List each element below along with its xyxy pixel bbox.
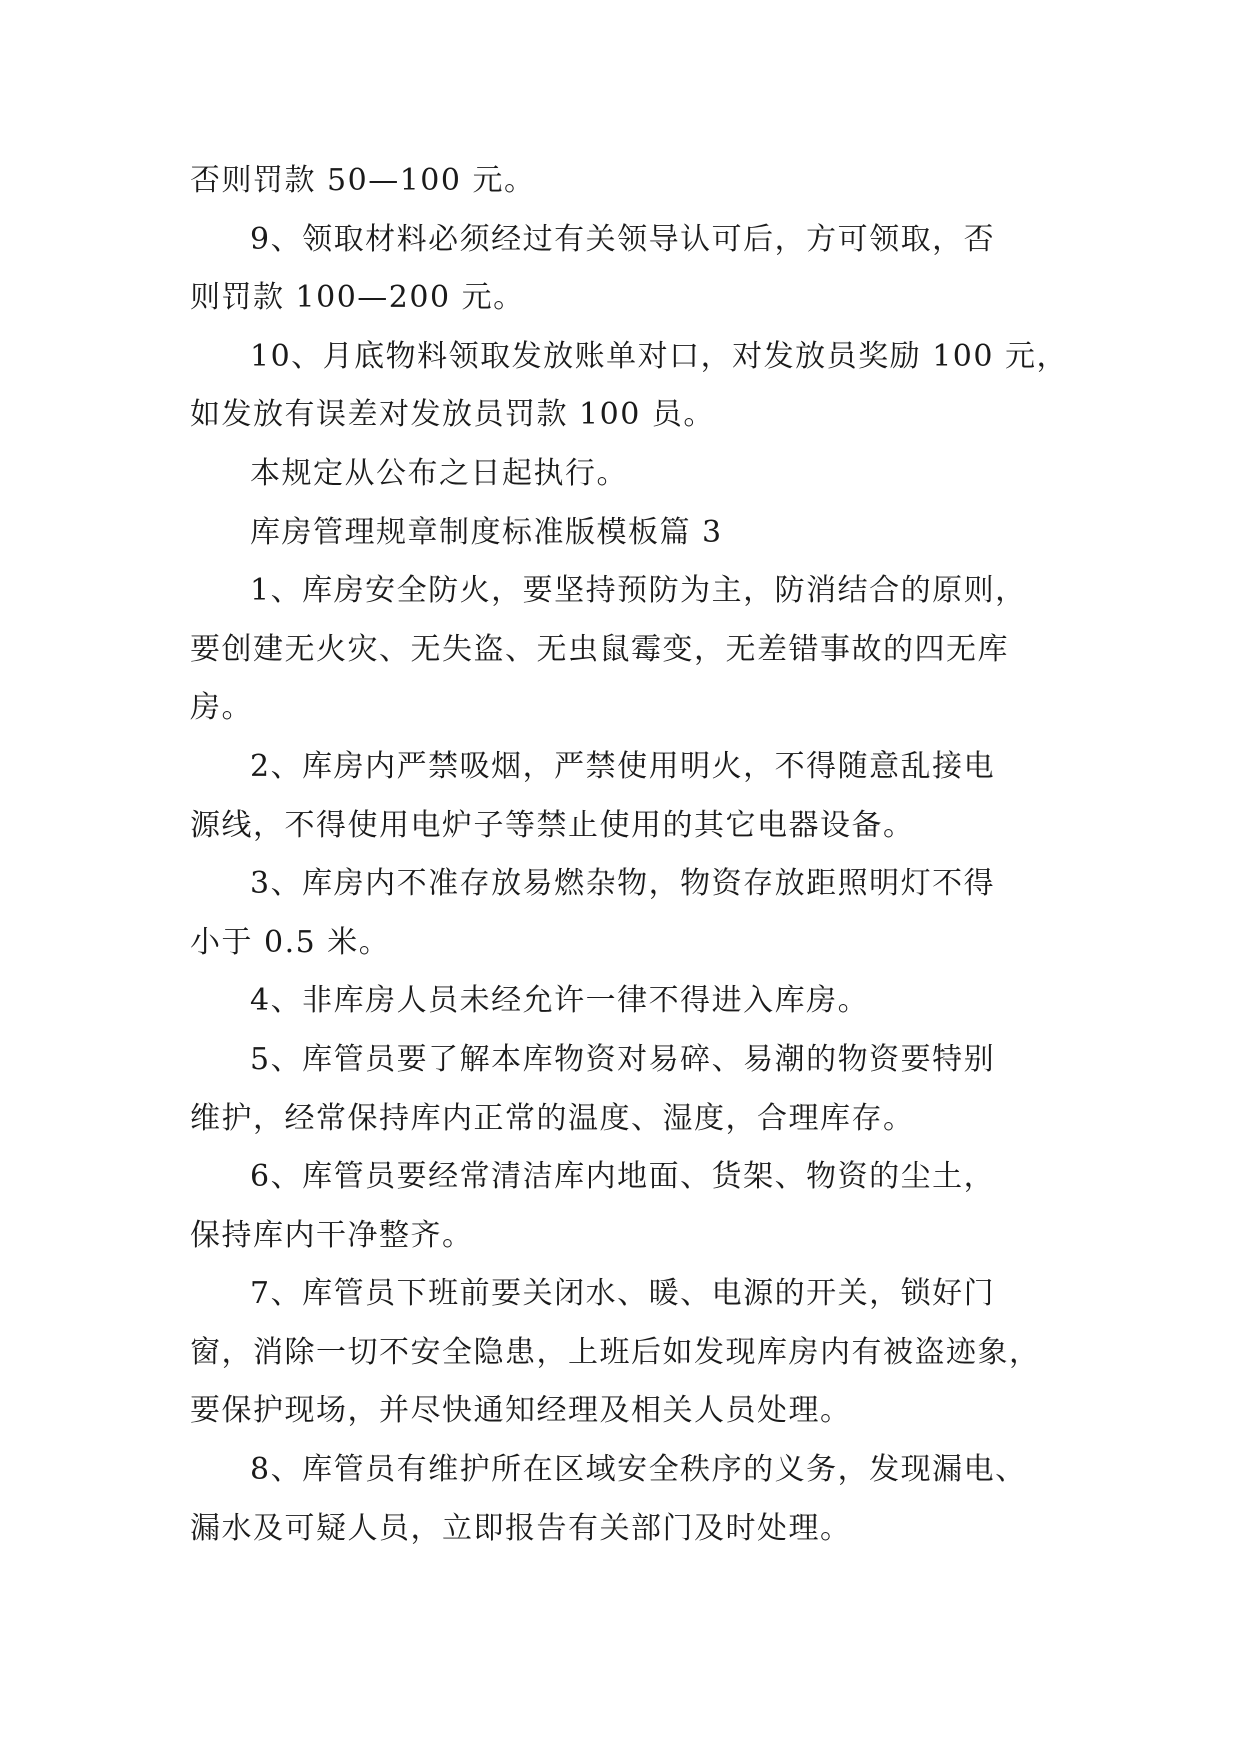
text-line: 9、领取材料必须经过有关领导认可后，方可领取，否 <box>250 221 996 257</box>
text-line: 1、库房安全防火，要坚持预防为主，防消结合的原则， <box>250 573 1027 609</box>
text-line: 要创建无火灾、无失盗、无虫鼠霉变，无差错事故的四无库 <box>190 631 1009 667</box>
text-line: 保持库内干净整齐。 <box>190 1217 474 1253</box>
text-line: 房。 <box>190 690 253 726</box>
text-line: 8、库管员有维护所在区域安全秩序的义务，发现漏电、 <box>250 1452 1027 1488</box>
text-line: 要保护现场，并尽快通知经理及相关人员处理。 <box>190 1393 852 1429</box>
document-body <box>190 152 1069 1558</box>
text-line: 2、库房内严禁吸烟，严禁使用明火，不得随意乱接电 <box>250 748 996 784</box>
text-line: 小于 0.5 米。 <box>190 924 391 960</box>
text-line: 6、库管员要经常清洁库内地面、货架、物资的尘土， <box>250 1159 996 1195</box>
section-heading: 库房管理规章制度标准版模板篇 3 <box>250 514 723 550</box>
text-line: 否则罚款 50—100 元。 <box>190 163 536 198</box>
text-line: 4、非库房人员未经允许一律不得进入库房。 <box>250 983 870 1019</box>
text-line: 10、月底物料领取发放账单对口，对发放员奖励 100 元， <box>250 338 1069 374</box>
text-line: 漏水及可疑人员，立即报告有关部门及时处理。 <box>190 1510 852 1546</box>
text-line: 窗，消除一切不安全隐患，上班后如发现库房内有被盗迹象， <box>190 1334 1041 1370</box>
text-line: 7、库管员下班前要关闭水、暖、电源的开关，锁好门 <box>250 1276 996 1312</box>
text-line: 5、库管员要了解本库物资对易碎、易潮的物资要特别 <box>250 1041 996 1077</box>
text-line: 如发放有误差对发放员罚款 100 员。 <box>190 397 715 433</box>
text-line: 则罚款 100—200 元。 <box>190 280 525 316</box>
text-line: 源线，不得使用电炉子等禁止使用的其它电器设备。 <box>190 807 915 843</box>
text-line: 本规定从公布之日起执行。 <box>250 455 628 491</box>
text-line: 维护，经常保持库内正常的温度、湿度，合理库存。 <box>190 1100 915 1136</box>
text-line: 3、库房内不准存放易燃杂物，物资存放距照明灯不得 <box>250 866 996 902</box>
